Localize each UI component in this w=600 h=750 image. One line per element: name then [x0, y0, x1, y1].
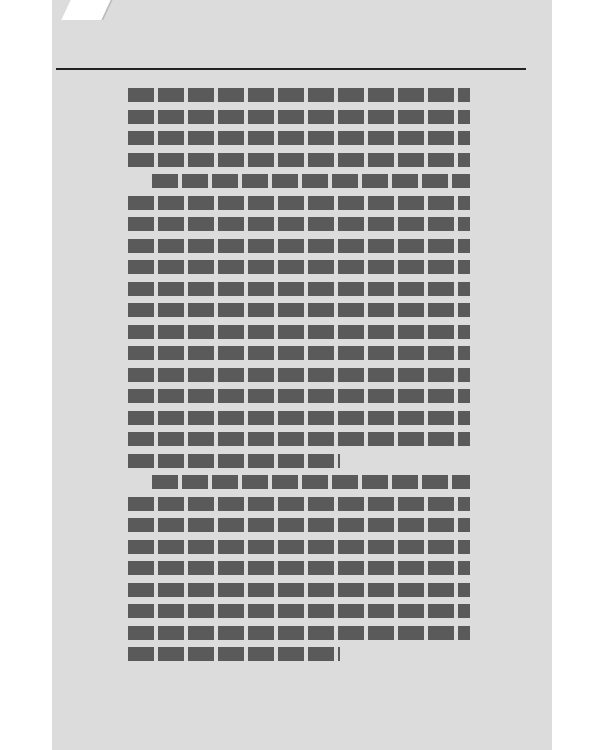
text-line	[152, 475, 470, 489]
text-line	[128, 497, 470, 511]
text-line	[128, 604, 470, 618]
text-line	[128, 239, 470, 253]
text-line	[128, 153, 470, 167]
text-line	[128, 583, 470, 597]
text-line	[128, 282, 470, 296]
text-line	[128, 411, 470, 425]
text-line	[128, 88, 470, 102]
running-header	[56, 42, 526, 70]
text-line	[128, 217, 470, 231]
text-line	[128, 196, 470, 210]
text-line	[128, 346, 470, 360]
body-text	[128, 88, 470, 688]
page-corner	[61, 0, 112, 20]
text-line	[128, 454, 340, 468]
text-line	[128, 540, 470, 554]
text-line	[128, 303, 470, 317]
text-line	[128, 647, 340, 661]
text-line	[152, 174, 470, 188]
text-line	[128, 389, 470, 403]
text-line	[128, 325, 470, 339]
text-line	[128, 368, 470, 382]
text-line	[128, 518, 470, 532]
text-line	[128, 561, 470, 575]
text-line	[128, 131, 470, 145]
text-line	[128, 260, 470, 274]
text-line	[128, 432, 470, 446]
text-line	[128, 626, 470, 640]
text-line	[128, 110, 470, 124]
